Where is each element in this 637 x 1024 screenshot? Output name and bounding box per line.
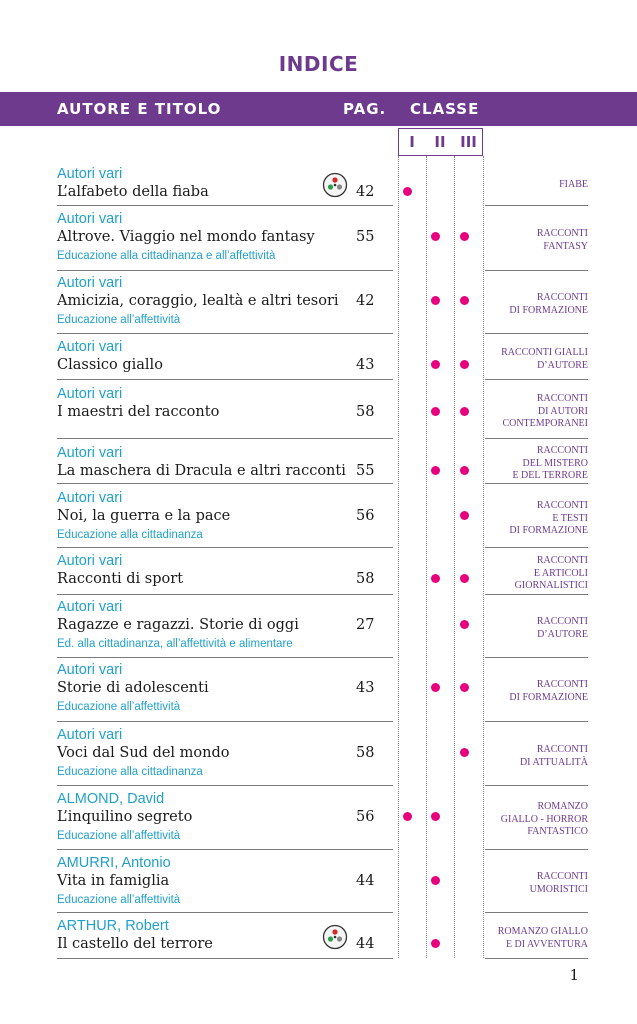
row-education: Educazione alla cittadinanza <box>57 529 203 541</box>
row-divider <box>57 270 393 271</box>
row-genre <box>468 679 588 704</box>
genre-line: E ARTICOLI <box>533 567 588 579</box>
genre-line: RACCONTI <box>536 616 588 627</box>
genre-line: RACCONTI GIALLI <box>501 347 588 358</box>
header-class: CLASSE <box>410 100 480 118</box>
class-level-1: I <box>409 133 415 151</box>
row-page: 44 <box>356 936 375 952</box>
genre-line: GIORNALISTICI <box>514 580 588 591</box>
column-divider <box>398 156 399 958</box>
genre-line: RACCONTI <box>536 292 588 303</box>
row-divider <box>485 594 588 595</box>
genre-line: E DI AVVENTURA <box>505 938 588 950</box>
class-dot <box>431 812 440 821</box>
row-divider <box>485 958 588 959</box>
row-title: Storie di adolescenti <box>57 680 209 696</box>
row-divider <box>57 205 393 206</box>
header-page: PAG. <box>343 100 387 118</box>
row-page: 44 <box>356 873 375 889</box>
row-genre <box>468 871 588 896</box>
row-author: Autori vari <box>57 211 123 227</box>
row-genre <box>468 801 588 839</box>
row-title: Amicizia, coraggio, lealtà e altri tesori <box>57 293 339 309</box>
genre-line: RACCONTI <box>536 679 588 690</box>
class-dot <box>431 683 440 692</box>
genre-line: ROMANZO <box>537 801 588 812</box>
row-author: ARTHUR, Robert <box>57 918 169 934</box>
row-page: 56 <box>356 809 375 825</box>
row-author: Autori vari <box>57 662 123 678</box>
header-author-title: AUTORE E TITOLO <box>57 100 222 118</box>
row-divider <box>485 912 588 913</box>
row-author: Autori vari <box>57 553 123 569</box>
row-title: La maschera di Dracula e altri racconti <box>57 463 346 479</box>
row-page: 55 <box>356 463 375 479</box>
class-dot <box>431 232 440 241</box>
row-genre <box>468 347 588 372</box>
row-page: 42 <box>356 293 375 309</box>
audio-cd-icon <box>322 172 348 198</box>
row-genre <box>468 926 588 951</box>
row-genre <box>468 500 588 538</box>
class-level-3: III <box>460 133 477 151</box>
row-page: 58 <box>356 571 375 587</box>
page-number: 1 <box>569 966 579 984</box>
genre-line: FANTASY <box>543 240 588 252</box>
genre-line: RACCONTI <box>536 393 588 404</box>
class-dot <box>431 876 440 885</box>
row-title: Ragazze e ragazzi. Storie di oggi <box>57 617 299 633</box>
row-title: Classico giallo <box>57 357 163 373</box>
row-author: Autori vari <box>57 445 123 461</box>
row-divider <box>485 849 588 850</box>
row-divider <box>485 379 588 380</box>
row-title: Altrove. Viaggio nel mondo fantasy <box>57 229 315 245</box>
row-divider <box>485 483 588 484</box>
row-author: Autori vari <box>57 490 123 506</box>
row-divider <box>57 958 393 959</box>
row-divider <box>485 438 588 439</box>
row-title: Noi, la guerra e la pace <box>57 508 231 524</box>
genre-line: RACCONTI <box>536 445 588 456</box>
genre-line: CONTEMPORANEI <box>502 418 588 429</box>
row-author: AMURRI, Antonio <box>57 855 171 871</box>
row-education: Educazione all’affettività <box>57 701 181 713</box>
class-dot <box>431 466 440 475</box>
row-divider <box>485 270 588 271</box>
genre-line: GIALLO - HORROR <box>500 813 588 825</box>
row-divider <box>57 721 393 722</box>
row-author: Autori vari <box>57 599 123 615</box>
genre-line: ROMANZO GIALLO <box>497 926 588 937</box>
genre-line: D’AUTORE <box>537 359 588 371</box>
row-author: Autori vari <box>57 339 123 355</box>
row-education: Educazione all’affettività <box>57 314 181 326</box>
row-divider <box>485 721 588 722</box>
row-page: 58 <box>356 745 375 761</box>
row-title: I maestri del racconto <box>57 404 220 420</box>
genre-line: E TESTI <box>552 512 588 524</box>
genre-line: RACCONTI <box>536 500 588 511</box>
row-divider <box>485 785 588 786</box>
row-title: L’alfabeto della fiaba <box>57 184 209 200</box>
row-genre <box>468 393 588 431</box>
class-dot <box>403 812 412 821</box>
genre-line: DI FORMAZIONE <box>509 691 588 703</box>
genre-line: E DEL TERRORE <box>512 470 588 481</box>
class-level-2: II <box>434 133 446 151</box>
genre-line: DI FORMAZIONE <box>509 525 588 536</box>
row-author: Autori vari <box>57 727 123 743</box>
class-dot <box>431 574 440 583</box>
row-divider <box>57 594 393 595</box>
row-education: Educazione all’affettività <box>57 894 181 906</box>
row-page: 56 <box>356 508 375 524</box>
row-divider <box>57 547 393 548</box>
class-dot <box>431 407 440 416</box>
row-divider <box>485 657 588 658</box>
genre-line: RACCONTI <box>536 555 588 566</box>
column-divider <box>454 156 455 958</box>
genre-line: RACCONTI <box>536 744 588 755</box>
row-divider <box>57 379 393 380</box>
genre-line: RACCONTI <box>536 228 588 239</box>
row-page: 43 <box>356 357 375 373</box>
class-dot <box>403 187 412 196</box>
class-dot <box>431 360 440 369</box>
row-divider <box>57 483 393 484</box>
row-divider <box>57 333 393 334</box>
genre-line: DI FORMAZIONE <box>509 304 588 316</box>
row-title: Vita in famiglia <box>57 873 170 889</box>
row-page: 42 <box>356 184 375 200</box>
row-genre <box>468 744 588 769</box>
row-divider <box>57 657 393 658</box>
genre-line: FIABE <box>559 179 588 190</box>
genre-line: DI AUTORI <box>537 405 588 417</box>
row-title: Il castello del terrore <box>57 936 213 952</box>
class-dot <box>431 296 440 305</box>
row-genre <box>468 228 588 253</box>
row-education: Educazione alla cittadinanza <box>57 766 203 778</box>
genre-line: FANTASTICO <box>527 826 588 837</box>
row-title: Racconti di sport <box>57 571 184 587</box>
row-divider <box>485 547 588 548</box>
row-author: Autori vari <box>57 166 123 182</box>
row-divider <box>57 912 393 913</box>
row-title: L’inquilino segreto <box>57 809 193 825</box>
row-divider <box>485 205 588 206</box>
page-title: INDICE <box>278 52 359 76</box>
row-page: 27 <box>356 617 375 633</box>
row-genre <box>468 179 588 192</box>
genre-line: DEL MISTERO <box>522 457 588 469</box>
genre-line: D’AUTORE <box>537 628 588 640</box>
row-education: Ed. alla cittadinanza, all’affettività e alimentare <box>57 638 293 650</box>
row-genre <box>468 555 588 593</box>
row-title: Voci dal Sud del mondo <box>57 745 230 761</box>
row-divider <box>485 333 588 334</box>
genre-line: UMORISTICI <box>529 883 588 895</box>
row-divider <box>57 849 393 850</box>
row-author: ALMOND, David <box>57 791 165 807</box>
row-genre <box>468 616 588 641</box>
row-education: Educazione alla cittadinanza e all’affettività <box>57 250 276 262</box>
row-genre <box>468 445 588 483</box>
genre-line: DI ATTUALITÀ <box>519 756 588 768</box>
row-page: 55 <box>356 229 375 245</box>
genre-line: RACCONTI <box>536 871 588 882</box>
class-dot <box>431 939 440 948</box>
row-page: 43 <box>356 680 375 696</box>
row-divider <box>57 438 393 439</box>
row-education: Educazione all’affettività <box>57 830 181 842</box>
row-page: 58 <box>356 404 375 420</box>
row-genre <box>468 292 588 317</box>
audio-cd-icon <box>322 924 348 950</box>
row-divider <box>57 785 393 786</box>
column-divider <box>426 156 427 958</box>
row-author: Autori vari <box>57 386 123 402</box>
row-author: Autori vari <box>57 275 123 291</box>
